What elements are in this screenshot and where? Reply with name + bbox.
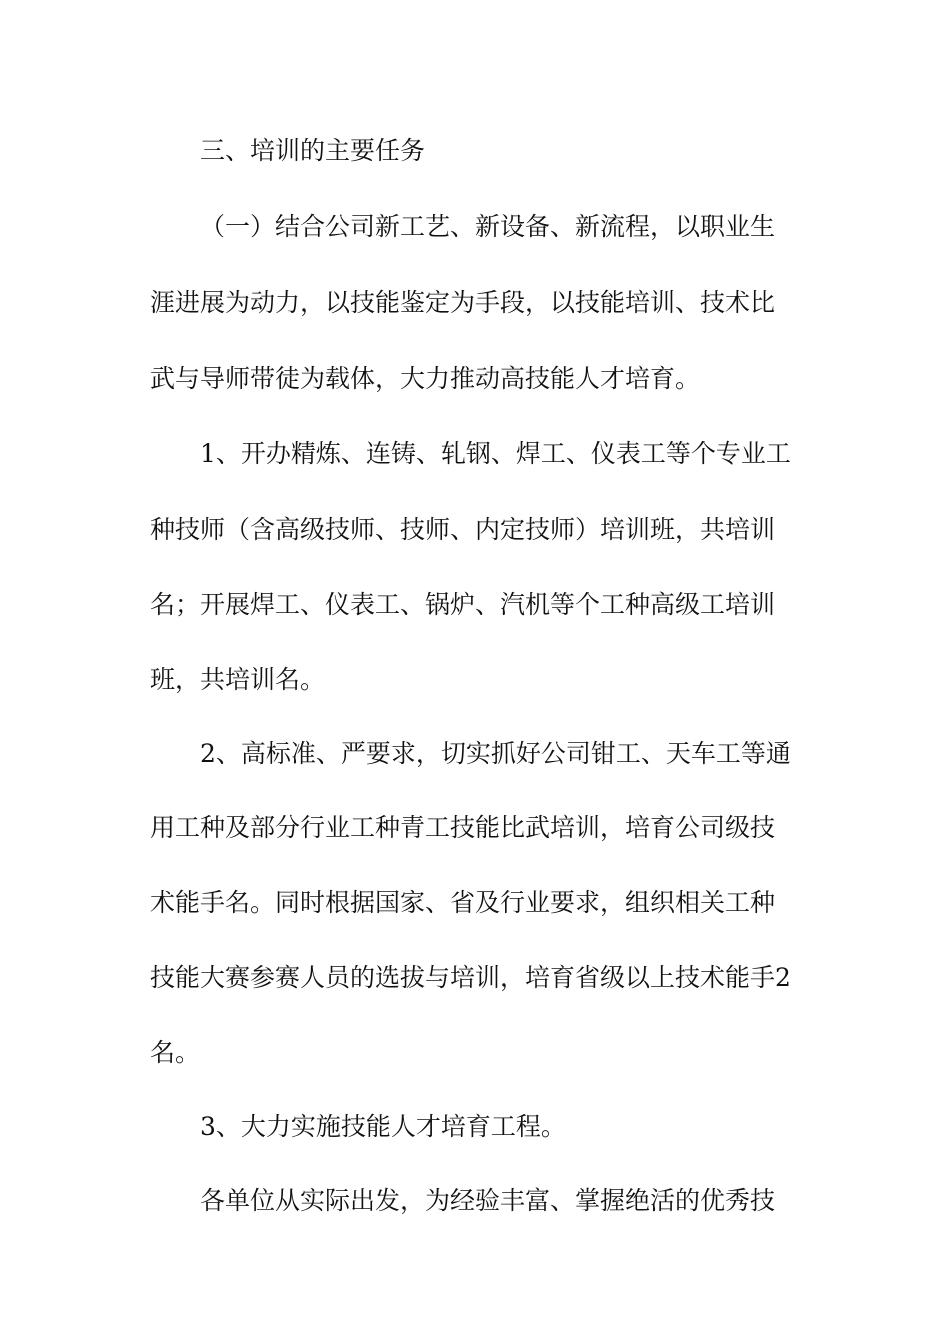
paragraph-line: 2、高标准、严要求，切实抓好公司钳工、天车工等通	[200, 739, 791, 768]
paragraph-line: 1、开办精炼、连铸、轧钢、焊工、仪表工等个专业工	[200, 439, 791, 468]
paragraph-line: 名；开展焊工、仪表工、锅炉、汽机等个工种高级工培训	[150, 590, 776, 619]
paragraph-line: （一）结合公司新工艺、新设备、新流程，以职业生	[200, 212, 776, 241]
paragraph-line: 技能大赛参赛人员的选拔与培训，培育省级以上技术能手2	[150, 963, 791, 992]
paragraph-line: 种技师（含高级技师、技师、内定技师）培训班，共培训	[150, 515, 776, 544]
section-heading: 三、培训的主要任务	[200, 136, 426, 165]
paragraph-line: 3、大力实施技能人才培育工程。	[200, 1112, 566, 1141]
paragraph-line: 各单位从实际出发，为经验丰富、掌握绝活的优秀技	[200, 1186, 776, 1215]
paragraph-line: 涯进展为动力，以技能鉴定为手段，以技能培训、技术比	[150, 288, 776, 317]
paragraph-line: 名。	[150, 1038, 201, 1067]
paragraph-line: 用工种及部分行业工种青工技能比武培训，培育公司级技	[150, 813, 776, 842]
paragraph-line: 武与导师带徒为载体，大力推动高技能人才培育。	[150, 364, 701, 393]
paragraph-line: 班，共培训名。	[150, 665, 326, 694]
paragraph-line: 术能手名。同时根据国家、省及行业要求，组织相关工种	[150, 888, 776, 917]
